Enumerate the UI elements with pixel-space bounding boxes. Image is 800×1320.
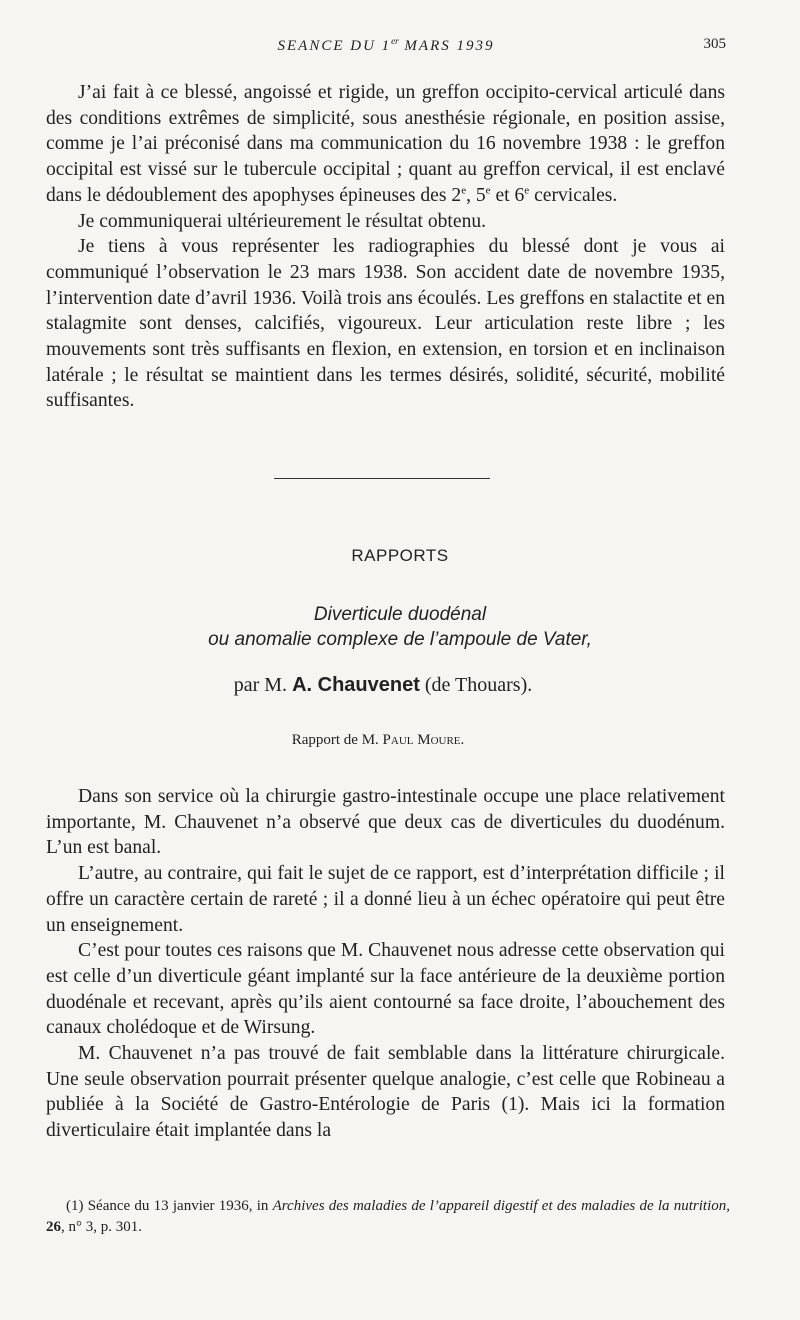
reporter-name: Paul Moure xyxy=(382,732,461,748)
paragraph: Dans son service où la chirurgie gastro-intestinale occupe une place relativement importante, M. Chauvenet n’a observé que deux cas de diverticules du duodénum. L’un est banal. xyxy=(46,786,725,859)
paragraph: J’ai fait à ce blessé, angoissé et rigide, un greffon occipito-cervical articulé dans des conditions extrêmes de simplicité, sous anesthésie régionale, en position assise, comme je l’ai préconisé dans ma communication du 16 novembre 1938 : le greffon occipital est vissé sur le tubercule occipital ; quant au greffon cervical, il est enclavé dans le dédoublement des apophyses épineuses des 2e, 5e et 6e cervicales. xyxy=(46,82,725,206)
report-attribution: Rapport de M. Paul Moure. xyxy=(291,732,465,748)
volume-number: 26 xyxy=(46,1219,61,1235)
author-name: A. Chauvenet xyxy=(292,674,420,696)
paragraph: L’autre, au contraire, qui fait le sujet de ce rapport, est d’interprétation difficile ; il offre un caractère certain de rareté ; il a donné lieu à un échec opératoire qui peut être un enseignement. xyxy=(46,863,725,936)
page-header xyxy=(46,36,726,60)
article-title-line: ou anomalie complexe de l’ampoule de Vater, xyxy=(208,629,592,650)
page-number: 305 xyxy=(703,36,726,52)
article-title-line: Diverticule duodénal xyxy=(313,604,487,625)
running-title: SEANCE DU 1er MARS 1939 xyxy=(277,36,495,54)
paragraph: Je tiens à vous représenter les radiographies du blessé dont je vous ai communiqué l’observation le 23 mars 1938. Son accident date de novembre 1935, l’intervention date d’avril 1936. Voilà trois ans écoulés. Les greffons en stalactite et en stalagmite sont denses, calcifiés, vigoureux. Leur articulation reste libre ; les mouvements sont très suffisants en flexion, en extension, en torsion et en inclinaison latérale ; le résultat se maintient dans les termes désirés, solidité, sécurité, mobilité suffisantes. xyxy=(46,236,725,412)
paragraph: C’est pour toutes ces raisons que M. Chauvenet nous adresse cette observation qui est celle d’un diverticule géant implanté sur la face antérieure de la deuxième portion duodénale et recevant, après qu’ils aient contourné sa face droite, l’abouchement des canaux cholédoque et de Wirsung. xyxy=(46,940,725,1039)
previous-article-conclusion xyxy=(46,80,725,414)
footnote: (1) Séance du 13 janvier 1936, in Archives des maladies de l’appareil digestif et des maladies de la nutrition, 26, n° 3, p. 301. xyxy=(46,1198,730,1235)
paragraph: M. Chauvenet n’a pas trouvé de fait semblable dans la littérature chirurgicale. Une seule observation pourrait présenter quelque analogie, c’est celle que Robineau a publiée à la Société de Gastro-Entérologie de Paris (1). Mais ici la formation diverticulaire était implantée dans la xyxy=(46,1043,725,1142)
byline: par M. A. Chauvenet (de Thouars). xyxy=(233,674,533,696)
article-body xyxy=(46,784,725,1144)
section-heading: RAPPORTS xyxy=(351,546,449,565)
journal-title: Archives des maladies de l’appareil digestif et des maladies de la nutrition xyxy=(272,1198,727,1214)
article-title xyxy=(0,602,800,652)
section-divider xyxy=(274,478,490,479)
paragraph: Je communiquerai ultérieurement le résultat obtenu. xyxy=(78,210,487,232)
